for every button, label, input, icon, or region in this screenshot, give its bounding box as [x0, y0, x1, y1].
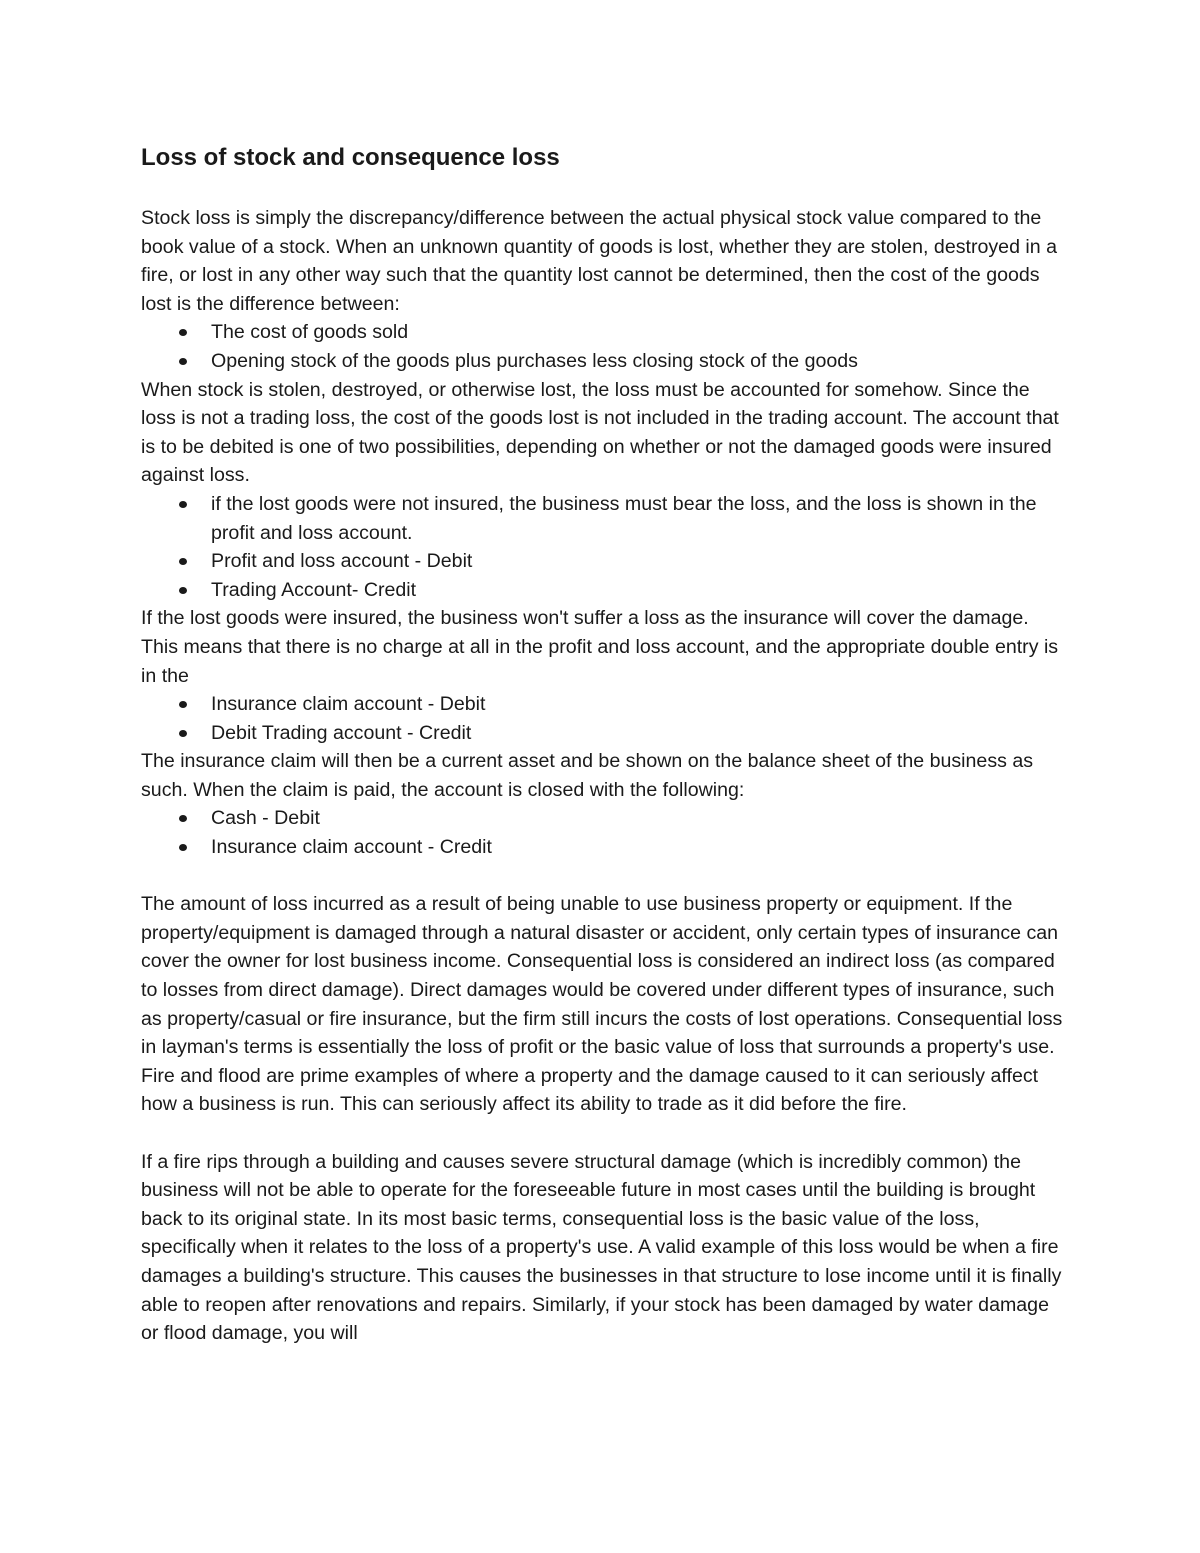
list-item: Opening stock of the goods plus purchases less closing stock of the goods — [211, 347, 1066, 376]
page-title: Loss of stock and consequence loss — [141, 144, 560, 171]
paragraph-spacer — [141, 1119, 1066, 1148]
list-item: if the lost goods were not insured, the business must bear the loss, and the loss is shown in the profit and loss account. — [211, 490, 1066, 547]
bullet-list-cost-difference — [141, 318, 1066, 375]
document-page — [141, 140, 1066, 1348]
paragraph-spacer — [141, 862, 1066, 891]
paragraph-accounting-for-loss: When stock is stolen, destroyed, or otherwise lost, the loss must be accounted for somehow. Since the loss is not a trading loss, the cost of the goods lost is not included in the trading account. The account that is to be debited is one of two possibilities, depending on whether or not the damaged goods were insured against loss. — [141, 378, 1059, 487]
paragraph-insurance-claim: The insurance claim will then be a current asset and be shown on the balance sheet of the business as such. When the claim is paid, the account is closed with the following: — [141, 750, 1034, 801]
list-item: Debit Trading account - Credit — [211, 719, 1066, 748]
bullet-list-uninsured — [141, 490, 1066, 604]
paragraph-stock-loss-definition: Stock loss is simply the discrepancy/difference between the actual physical stock value compared to the book value of a stock. When an unknown quantity of goods is lost, whether they are stolen, destroyed in a fire, or lost in any other way such that the quantity lost cannot be determined, then the cost of the goods lost is the difference between: — [141, 207, 1058, 315]
list-item: Profit and loss account - Debit — [211, 547, 1066, 576]
list-item: Trading Account- Credit — [211, 576, 1066, 605]
list-item: Insurance claim account - Debit — [211, 690, 1066, 719]
bullet-list-claim-paid — [141, 804, 1066, 861]
paragraph-insured-goods: If the lost goods were insured, the business won't suffer a loss as the insurance will cover the damage. This means that there is no charge at all in the profit and loss account, and the appropriate double entry is in the — [141, 607, 1059, 687]
bullet-list-insured-entries — [141, 690, 1066, 747]
paragraph-consequential-loss: The amount of loss incurred as a result of being unable to use business property or equipment. If the property/equipment is damaged through a natural disaster or accident, only certain types of insurance can cover the owner for lost business income. Consequential loss is considered an indirect loss (as compared to losses from direct damage). Direct damages would be covered under different types of insurance, such as property/casual or fire insurance, but the firm still incurs the costs of lost operations. Consequential loss in layman's terms is essentially the loss of profit or the basic value of loss that surrounds a property's use. Fire and flood are prime examples of where a property and the damage caused to it can seriously affect how a business is run. This can seriously affect its ability to trade as it did before the fire. — [141, 893, 1063, 1116]
list-item: Insurance claim account - Credit — [211, 833, 1066, 862]
paragraph-fire-example: If a fire rips through a building and causes severe structural damage (which is incredibly common) the business will not be able to operate for the foreseeable future in most cases until the building is brought back to its original state. In its most basic terms, consequential loss is the basic value of the loss, specifically when it relates to the loss of a property's use. A valid example of this loss would be when a fire damages a building's structure. This causes the businesses in that structure to lose income until it is finally able to reopen after renovations and repairs. Similarly, if your stock has been damaged by water damage or flood damage, you will — [141, 1150, 1062, 1345]
list-item: Cash - Debit — [211, 804, 1066, 833]
list-item: The cost of goods sold — [211, 318, 1066, 347]
